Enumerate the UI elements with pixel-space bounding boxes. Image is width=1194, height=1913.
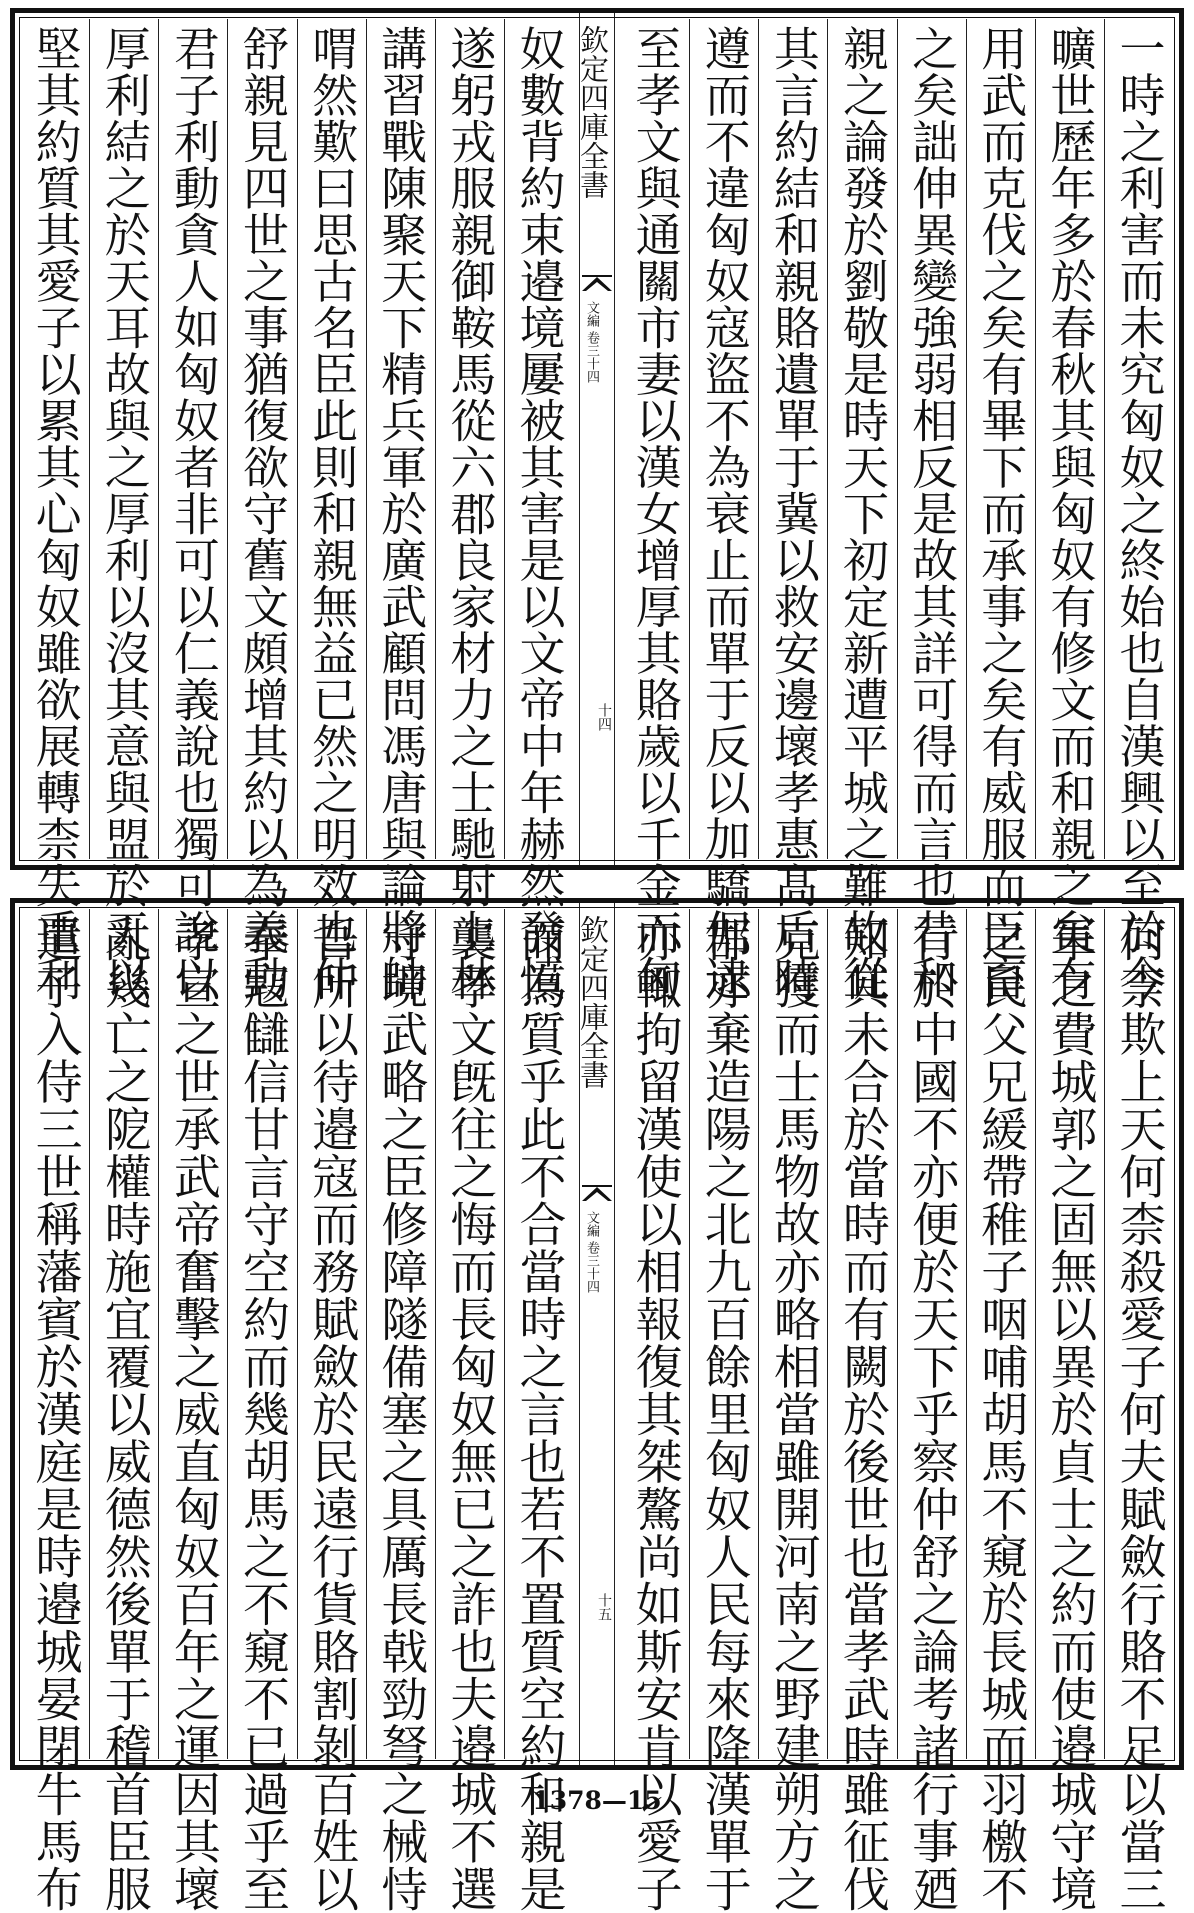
column-text: 其言約結和親賂遺單于冀以救安邊壞孝惠髙后時	[766, 25, 821, 1002]
column-text: 講習戰陳聚天下精兵軍於廣武顧問馮唐與論將帥	[374, 25, 429, 1002]
text-column	[21, 909, 89, 1913]
text-column	[827, 909, 896, 1913]
column-text: 之民父兄緩帶稚子咽哺胡馬不窺於長城而羽檄不	[973, 915, 1029, 1913]
column-text: 知其未合於當時而有闕於後世也當孝武時雖征伐	[834, 915, 890, 1913]
column-text: 遵而不違匈奴寇盜不為衰止而單于反以加驕倨逮	[697, 25, 752, 1002]
text-column	[89, 909, 158, 1913]
text-column	[158, 19, 227, 1002]
column-text: 用武而克伐之矣有畢下而承事之矣有威服而臣畜	[974, 25, 1029, 1002]
text-column	[89, 19, 158, 1002]
column-text: 吾所以待邉寇而務賦斂於民遠行貨賂割剝百姓以	[304, 915, 360, 1913]
column-text: 遂躬戎服親御鞍馬從六郡良家材力之士馳射上林	[443, 25, 498, 1002]
text-column	[158, 909, 227, 1913]
column-text: 曠世歷年多於春秋其與匈奴有修文而和親之矣有	[1043, 25, 1098, 1002]
text-column	[966, 19, 1035, 1002]
center-margin	[576, 13, 615, 865]
column-text: 之矣詘伸異變強弱相反是故其詳可得而言也昔和	[905, 25, 960, 1002]
text-column	[227, 909, 296, 1913]
text-column	[966, 909, 1035, 1913]
text-column	[227, 19, 296, 1002]
text-column	[366, 909, 435, 1913]
fish-tail-mark-icon	[582, 275, 612, 291]
text-column	[366, 19, 435, 1002]
text-column	[504, 909, 573, 1913]
text-column	[827, 19, 896, 1002]
column-text: 守境武略之臣修障隧備塞之具厲長戟勁弩之械恃	[373, 915, 429, 1913]
column-text: 親之論發於劉敬是時天下初定新遭平城之難故從	[835, 25, 890, 1002]
column-text: 奉寇讎信甘言守空約而幾胡馬之不窺不已過乎至	[234, 915, 290, 1913]
series-title: 欽定四庫全書	[576, 25, 610, 199]
text-column	[897, 19, 966, 1002]
text-column	[897, 909, 966, 1913]
column-text: 遣子入侍三世稱藩賓於漢庭是時邉城晏閉牛馬布	[27, 915, 83, 1913]
bottom-left-half	[15, 903, 579, 1913]
center-margin	[576, 903, 615, 1765]
text-column	[689, 19, 758, 1002]
series-title: 欽定四庫全書	[576, 915, 610, 1089]
column-text: 而為質乎此不合當時之言也若不置質空約和親是	[511, 915, 567, 1913]
text-column	[1104, 909, 1173, 1913]
text-column	[21, 19, 89, 1002]
text-column	[297, 19, 366, 1002]
text-column	[435, 19, 504, 1002]
folio-number: 十五	[596, 1593, 612, 1621]
folio-number: 十四	[596, 703, 612, 731]
text-column	[1035, 909, 1104, 1913]
column-text: 奴數背約束邉境屢被其害是以文帝中年赫然發憤	[512, 25, 567, 1002]
text-column	[621, 909, 689, 1913]
top-left-half	[15, 13, 579, 1002]
bottom-right-half	[615, 903, 1179, 1913]
top-right-half	[615, 13, 1179, 1002]
text-column	[1035, 19, 1104, 1002]
page-number: 1378—15	[532, 1786, 662, 1815]
column-text: 何柰欺上天何柰殺愛子何夫賦斂行賂不足以當三	[1111, 915, 1167, 1913]
juan-label: 文編 卷三十四	[584, 301, 599, 384]
column-text: 至孝文與通關市妻以漢女增厚其賂歲以千金而匈	[628, 25, 683, 1002]
text-column	[621, 19, 689, 1002]
column-text: 君子利動貪人如匈奴者非可以仁義說也獨可說以	[166, 25, 221, 1002]
text-column	[689, 909, 758, 1913]
column-text: 襲孝文旣往之悔而長匈奴無已之詐也夫邉城不選	[442, 915, 498, 1913]
text-column	[758, 909, 827, 1913]
fish-tail-mark-icon	[582, 1185, 612, 1201]
text-column	[297, 909, 366, 1913]
column-text: 一時之利害而未究匈奴之終始也自漢興以至於今	[1112, 25, 1167, 1002]
column-text: 堅其約質其愛子以累其心匈奴雖欲展轉柰失重利	[28, 25, 83, 1002]
top-page	[10, 8, 1184, 1002]
column-text: 亦輙拘留漢使以相報復其桀驁尚如斯安肯以愛子	[627, 915, 683, 1913]
column-text: 厚利結之於天耳故與之厚利以沒其意與盟於天以	[97, 25, 152, 1002]
text-column	[435, 909, 504, 1913]
text-column	[1104, 19, 1173, 1002]
column-text: 行於中國不亦便於天下乎察仲舒之論考諸行事廼	[904, 915, 960, 1913]
column-text: 孝宣之世承武帝奮擊之威直匈奴百年之運因其壞	[165, 915, 221, 1913]
column-text: 舒親見四世之事猶復欲守舊文頗增其約以為義動	[235, 25, 290, 1002]
column-text: 克獲而士馬物故亦略相當雖開河南之野建朔方之	[765, 915, 821, 1913]
column-text: 亂幾亡之阸權時施宜覆以威德然後單于稽首臣服	[96, 915, 152, 1913]
text-column	[504, 19, 573, 1002]
column-text: 喟然歎曰思古名臣此則和親無益已然之明效也仲	[305, 25, 360, 1002]
text-column	[758, 19, 827, 1002]
column-text: 軍之費城郭之固無以異於貞士之約而使邉城守境	[1042, 915, 1098, 1913]
column-text: 郡亦棄造陽之北九百餘里匈奴人民每來降漢單于	[696, 915, 752, 1913]
juan-label: 文編 卷三十四	[584, 1211, 599, 1294]
